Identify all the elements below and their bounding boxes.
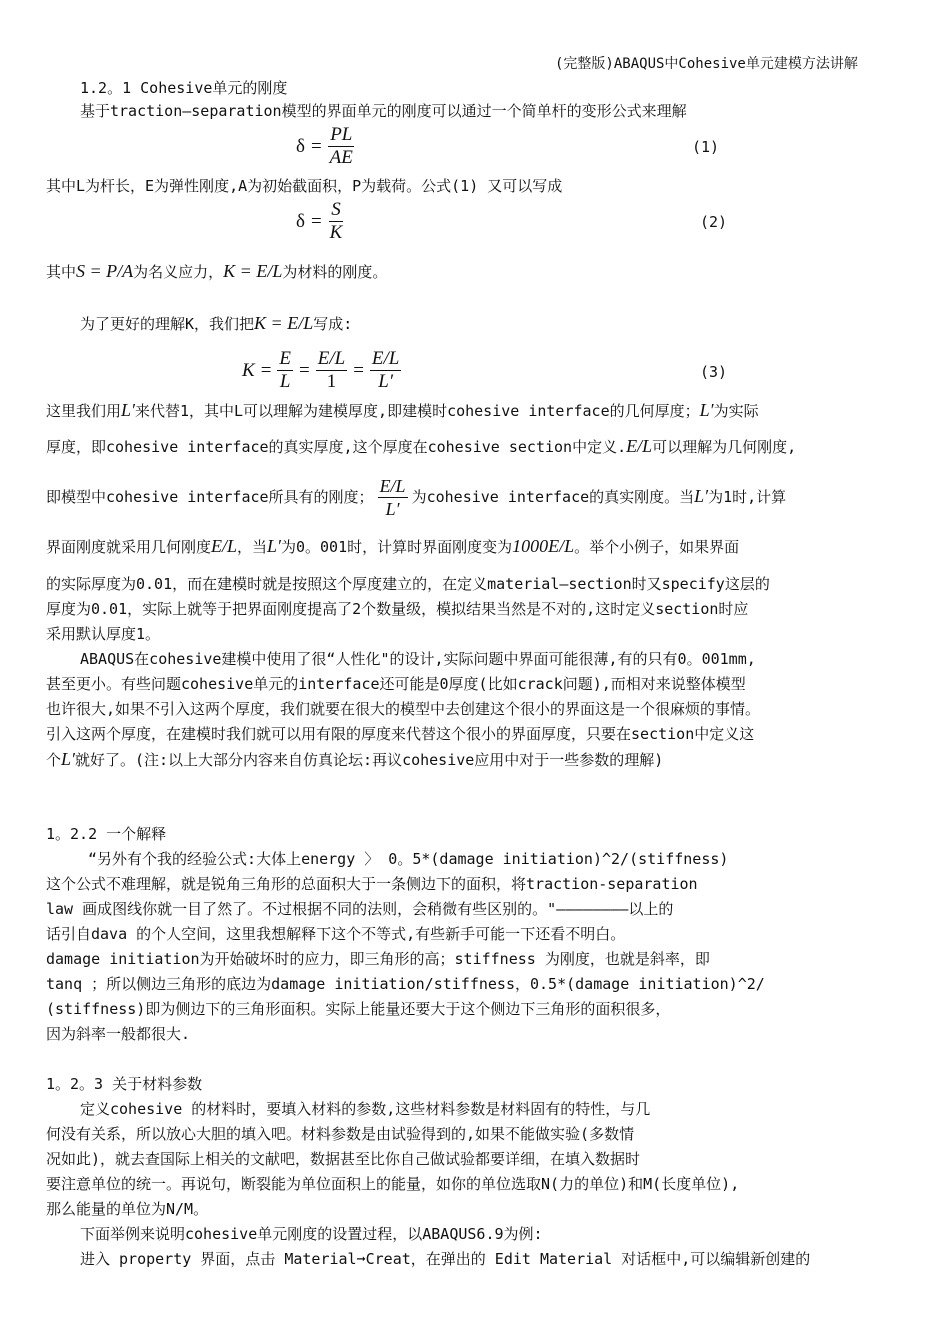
s123-line-4: 要注意单位的统一。再说句，断裂能为单位面积上的能量，如你的单位选取N(力的单位)和M(长度单位), [46, 1175, 740, 1193]
s122-line-2: 这个公式不难理解，就是锐角三角形的总面积大于一条侧边下的面积，将traction-separation [46, 875, 698, 893]
eq2-numerator: S [331, 199, 341, 220]
explain-line-10: 也许很大,如果不引入这两个厚度，我们就要在很大的模型中去创建这个很小的界面这是一个很麻烦的事情。 [46, 700, 761, 718]
equation-3-number: (3) [700, 363, 728, 381]
eq1-numerator: PL [330, 124, 353, 145]
explain-line-3: 即模型中cohesive interface所具有的刚度； $\frac{E/L}{L'}$ 为cohesive interface的真实刚度。当L′为1时,计算 [46, 476, 787, 519]
equation-1: δ = $\frac{PL}{AE}$ [296, 124, 353, 168]
s122-line-5: damage initiation为开始破坏时的应力，即三角形的高；stiffness 为刚度，也就是斜率，即 [46, 950, 710, 968]
paragraph-p2: 其中S = P/A为名义应力，K = E/L为材料的刚度。 [46, 261, 388, 281]
s123-line-1: 定义cohesive 的材料时，要填入材料的参数,这些材料参数是材料固有的特性，与几 [80, 1100, 651, 1118]
explain-line-9: 甚至更小。有些问题cohesive单元的interface还可能是0厚度(比如crack问题),而相对来说整体模型 [46, 675, 746, 693]
s123-line-7: 进入 property 界面，点击 Material➞Creat，在弹出的 Edit Material 对话框中,可以编辑新创建的 [80, 1250, 811, 1268]
s122-line-3: law 画成图线你就一目了然了。不过根据不同的法则，会稍微有些区别的。"————————以上的 [46, 900, 674, 918]
s122-line-1: “另外有个我的经验公式:大体上energy 〉 0。5*(damage initiation)^2/(stiffness) [88, 850, 729, 868]
eq1-fraction [328, 124, 355, 169]
explain-line-7: 采用默认厚度1。 [46, 625, 161, 643]
paragraph-intro: 基于traction—separation模型的界面单元的刚度可以通过一个简单杆的变形公式来理解 [80, 102, 687, 120]
s123-line-5: 那么能量的单位为N/M。 [46, 1200, 209, 1218]
eq2-fraction [328, 199, 345, 244]
eq3-lhs: K [242, 359, 255, 381]
equation-2-number: (2) [700, 213, 728, 231]
math-nominal-stress: S = P/A [76, 261, 134, 281]
s123-line-2: 何没有关系，所以放心大胆的填入吧。材料参数是由试验得到的,如果不能做实验(多数情 [46, 1125, 635, 1143]
eq1-denominator: AE [329, 147, 353, 168]
explain-line-8: ABAQUS在cohesive建模中使用了很“人性化"的设计,实际问题中界面可能很薄,有的只有0。001mm, [80, 650, 756, 668]
s122-line-8: 因为斜率一般都很大. [46, 1025, 191, 1043]
running-header: (完整版)ABAQUS中Cohesive单元建模方法讲解 [555, 56, 858, 72]
s123-line-3: 况如此)，就去查国际上相关的文献吧，数据甚至比你自己做试验都要详细，在填入数据时 [46, 1150, 641, 1168]
eq3-fraction-1: $\frac{E}{L}$ [279, 348, 292, 392]
explain-line-6: 厚度为0.01，实际上就等于把界面刚度提高了2个数量级，模拟结果当然是不对的,这时定义section时应 [46, 600, 749, 618]
s122-line-7: (stiffness)即为侧边下的三角形面积。实际上能量还要大于这个侧边下三角形的面积很多， [46, 1000, 671, 1018]
math-k-el: K = E/L [254, 313, 314, 333]
explain-line-5: 的实际厚度为0.01，而在建模时就是按照这个厚度建立的，在定义material—section时又specify这层的 [46, 575, 770, 593]
explain-line-12: 个L′就好了。(注:以上大部分内容来自仿真论坛:再议cohesive应用中对于一些参数的理解) [46, 749, 664, 769]
section-heading-1-2-1: 1.2。1 Cohesive单元的刚度 [80, 79, 288, 97]
explain-line-11: 引入这两个厚度，在建模时我们就可以用有限的厚度来代替这个很小的界面厚度，只要在section中定义这 [46, 725, 755, 743]
eq1-lhs: δ [296, 135, 305, 157]
math-stiffness: K = E/L [223, 261, 283, 281]
section-heading-1-2-3: 1。2。3 关于材料参数 [46, 1075, 203, 1093]
inline-fraction-true-stiffness: $\frac{E/L}{L'}$ [379, 476, 406, 519]
eq3-fraction-2: $\frac{E/L}{1}$ [317, 348, 346, 392]
paragraph-p1: 其中L为杆长，E为弹性刚度,A为初始截面积，P为载荷。公式(1) 又可以写成 [46, 177, 563, 195]
equation-2: δ = $\frac{S}{K}$ [296, 199, 343, 243]
eq3-fraction-3: $\frac{E/L}{L'}$ [371, 348, 400, 392]
section-heading-1-2-2: 1。2.2 一个解释 [46, 825, 167, 843]
equation-3: K = $\frac{E}{L}$ = $\frac{E/L}{1}$ = $\frac{E/L}{L'}$ [242, 348, 400, 392]
explain-line-1: 这里我们用L′来代替1，其中L可以理解为建模厚度,即建模时cohesive interface的几何厚度；L′为实际 [46, 400, 759, 420]
equation-1-number: (1) [692, 138, 720, 156]
eq2-lhs: δ [296, 210, 305, 232]
eq2-denominator: K [329, 222, 343, 243]
paragraph-p3: 为了更好的理解K，我们把K = E/L写成: [80, 313, 353, 333]
s122-line-6: tanq ；所以侧边三角形的底边为damage initiation/stiffness，0.5*(damage initiation)^2/ [46, 975, 765, 993]
explain-line-4: 界面刚度就采用几何刚度E/L，当L′为0。001时，计算时界面刚度变为1000E/L。举个小例子，如果界面 [46, 536, 740, 556]
s123-line-6: 下面举例来说明cohesive单元刚度的设置过程，以ABAQUS6.9为例: [80, 1225, 543, 1243]
s122-line-4: 话引自dava 的个人空间，这里我想解释下这个不等式,有些新手可能一下还看不明白。 [46, 925, 626, 943]
explain-line-2: 厚度，即cohesive interface的真实厚度,这个厚度在cohesive section中定义.E/L可以理解为几何刚度, [46, 436, 797, 456]
